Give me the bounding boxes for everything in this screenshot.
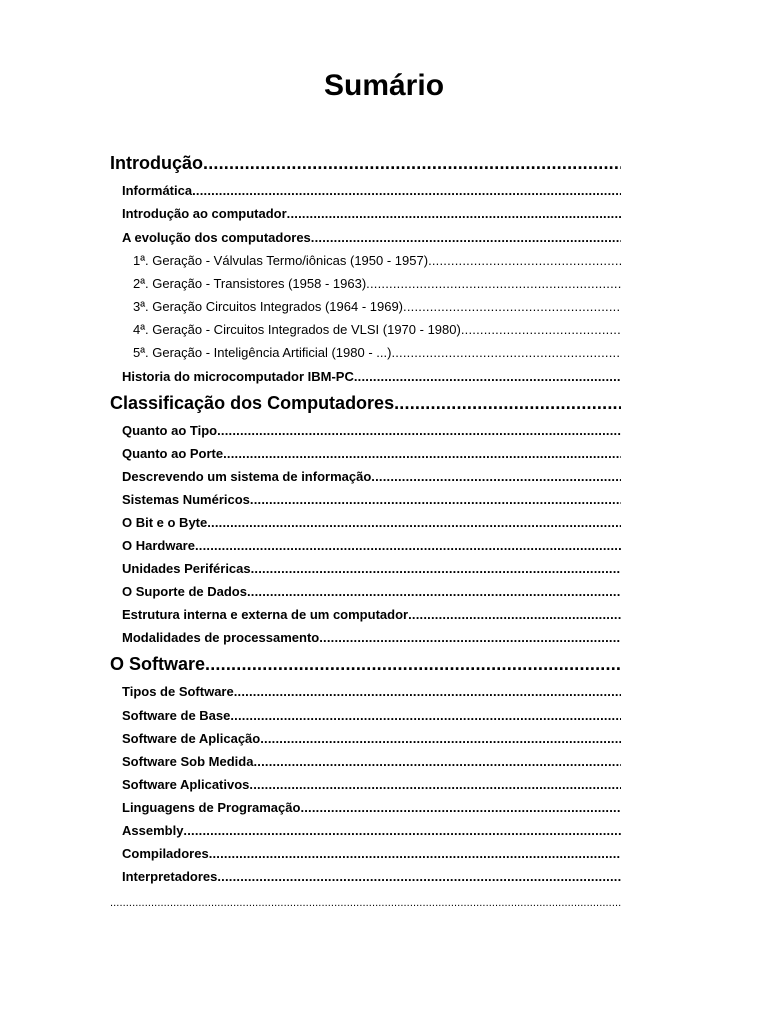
dot-leader <box>428 252 621 270</box>
toc-entry-label: O Software <box>110 654 206 674</box>
dot-leader <box>234 683 621 701</box>
dot-leader <box>319 629 621 647</box>
dot-leader <box>207 514 621 532</box>
dot-leader <box>192 182 621 200</box>
toc-entry-modalidades[interactable] <box>122 629 621 647</box>
dot-leader <box>205 653 621 675</box>
toc-entry-label: Interpretadores <box>122 869 218 884</box>
dot-leader <box>260 730 621 748</box>
dot-leader <box>217 422 621 440</box>
dot-leader <box>195 537 621 555</box>
toc-entry-label: 2ª. Geração - Transistores (1958 - 1963) <box>133 276 367 291</box>
toc-entry-software-aplicacao[interactable] <box>122 730 621 748</box>
dot-leader <box>249 776 621 794</box>
toc-entry-geracao-3[interactable] <box>133 298 621 316</box>
dot-leader <box>223 445 621 463</box>
toc-entry-label: Historia do microcomputador IBM-PC <box>122 369 354 384</box>
toc-entry-label: Modalidades de processamento <box>122 630 320 645</box>
toc-entry-label: 4ª. Geração - Circuitos Integrados de VLSI (1970 - 1980) <box>133 322 461 337</box>
toc-entry-quanto-porte[interactable] <box>122 445 621 463</box>
toc-entry-tipos-software[interactable] <box>122 683 621 701</box>
toc-entry-label: Tipos de Software <box>122 684 234 699</box>
toc-entry-label: Unidades Periféricas <box>122 561 251 576</box>
dot-leader <box>287 205 621 223</box>
toc-entry-label: O Bit e o Byte <box>122 515 208 530</box>
toc-entry-historia-ibm-pc[interactable] <box>122 368 621 386</box>
dot-leader <box>183 822 621 840</box>
toc-entry-unidades-perifericas[interactable] <box>122 560 621 578</box>
toc-entry-suporte-dados[interactable] <box>122 583 621 601</box>
dot-leader <box>391 344 621 362</box>
toc-entry-label: 1ª. Geração - Válvulas Termo/iônicas (1950 - 1957) <box>133 253 429 268</box>
toc-entry-label: Sistemas Numéricos <box>122 492 250 507</box>
toc-entry-quanto-tipo[interactable] <box>122 422 621 440</box>
toc-entry-label: Quanto ao Porte <box>122 446 224 461</box>
toc-entry-label: Software Aplicativos <box>122 777 250 792</box>
toc-entry-label: Introdução <box>110 153 203 173</box>
toc-entry-sistemas-numericos[interactable] <box>122 491 621 509</box>
toc-entry-label: Software Sob Medida <box>122 754 254 769</box>
toc-entry-software-base[interactable] <box>122 707 621 725</box>
dot-leader <box>253 753 621 771</box>
toc-entry-geracao-1[interactable] <box>133 252 621 270</box>
dot-leader <box>251 560 621 578</box>
dot-leader <box>300 799 621 817</box>
toc-entry-label: 5ª. Geração - Inteligência Artificial (1980 - ...) <box>133 345 392 360</box>
dot-leader <box>230 707 621 725</box>
toc-entry-label: Software de Aplicação <box>122 731 261 746</box>
toc-entry-label: Compiladores <box>122 846 209 861</box>
dot-leader-line <box>110 895 621 911</box>
dot-leader <box>217 868 621 886</box>
toc-entry-label: Informática <box>122 183 193 198</box>
toc-entry-hardware[interactable] <box>122 537 621 555</box>
dot-leader <box>461 321 621 339</box>
dot-leader <box>311 229 621 247</box>
toc-entry-label: Classificação dos Computadores <box>110 393 395 413</box>
toc-entry-estrutura[interactable] <box>122 606 621 624</box>
dot-leader <box>403 298 621 316</box>
dot-leader <box>371 468 621 486</box>
toc-entry-label: O Suporte de Dados <box>122 584 247 599</box>
toc-entry-introducao[interactable] <box>110 152 621 174</box>
toc-entry-label: Descrevendo um sistema de informação <box>122 469 372 484</box>
toc-entry-bit-byte[interactable] <box>122 514 621 532</box>
toc-entry-geracao-5[interactable] <box>133 344 621 362</box>
toc-entry-label: 3ª. Geração Circuitos Integrados (1964 - 1969) <box>133 299 404 314</box>
toc-entry-software-sob-medida[interactable] <box>122 753 621 771</box>
toc-entry-label: Assembly <box>122 823 184 838</box>
dot-leader <box>250 491 621 509</box>
dot-leader <box>209 845 621 863</box>
toc-entry-software-aplicativos[interactable] <box>122 776 621 794</box>
toc-entry-label: Quanto ao Tipo <box>122 423 218 438</box>
toc-entry-assembly[interactable] <box>122 822 621 840</box>
toc-entry-evolucao[interactable] <box>122 229 621 247</box>
toc-entry-informatica[interactable] <box>122 182 621 200</box>
toc-entry-sistema-informacao[interactable] <box>122 468 621 486</box>
toc-entry-label: Linguagens de Programação <box>122 800 301 815</box>
toc-entry-introducao-computador[interactable] <box>122 205 621 223</box>
toc-entry-interpretadores[interactable] <box>122 868 621 886</box>
toc-entry-label: Introdução ao computador <box>122 206 287 221</box>
dot-leader <box>354 368 621 386</box>
dot-leader <box>247 583 621 601</box>
toc-entry-software[interactable] <box>110 653 621 675</box>
dot-leader <box>408 606 621 624</box>
toc-entry-label: Estrutura interna e externa de um computador <box>122 607 409 622</box>
toc-entry-geracao-4[interactable] <box>133 321 621 339</box>
toc-entry-geracao-2[interactable] <box>133 275 621 293</box>
dot-leader <box>394 392 621 414</box>
page-title: Sumário <box>323 69 445 102</box>
toc-entry-label: A evolução dos computadores <box>122 230 311 245</box>
dot-leader <box>203 152 621 174</box>
toc-entry-linguagens[interactable] <box>122 799 621 817</box>
toc-entry-classificacao[interactable] <box>110 392 621 414</box>
toc-entry-label: O Hardware <box>122 538 195 553</box>
dot-leader <box>366 275 621 293</box>
toc-entry-label: Software de Base <box>122 708 231 723</box>
toc-entry-compiladores[interactable] <box>122 845 621 863</box>
